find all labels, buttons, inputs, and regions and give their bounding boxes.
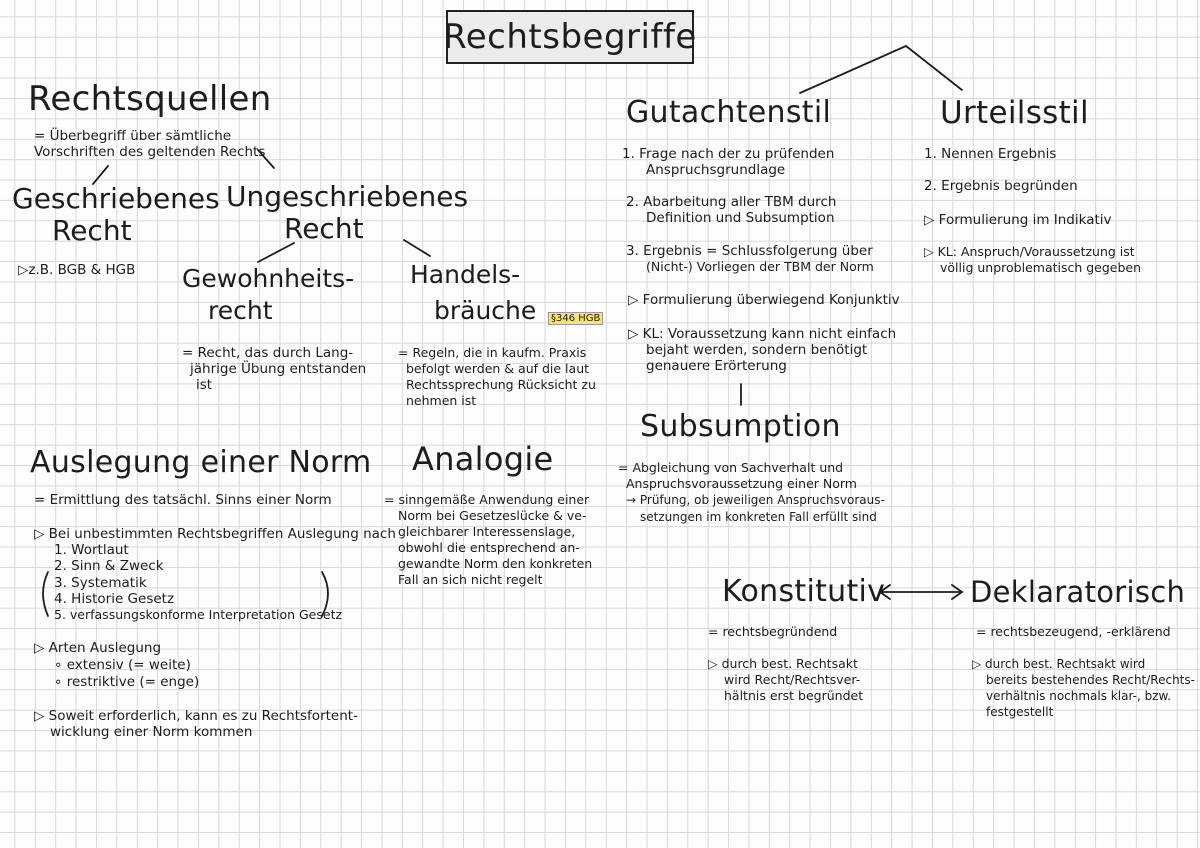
analogie-heading: Analogie — [412, 440, 554, 478]
urteilsstil-item-3: ▷ Formulierung im Indikativ — [924, 212, 1112, 228]
deklaratorisch-line-1: ▷ durch best. Rechtsakt wird — [972, 657, 1146, 671]
auslegung-def: = Ermittlung des tatsächl. Sinns einer Norm — [34, 492, 332, 508]
bracket-left — [43, 572, 48, 616]
konstitutiv-line-2: wird Recht/Rechtsver- — [724, 672, 861, 687]
auslegung-heading: Auslegung einer Norm — [30, 445, 372, 480]
handelsbraeuche-def-line-3: Rechtssprechung Rücksicht zu — [406, 377, 596, 392]
page-title: Rechtsbegriffe — [446, 10, 694, 64]
gutachtenstil-item-5-line-1: ▷ KL: Voraussetzung kann nicht einfach — [628, 326, 897, 342]
analogie-line-3: gleichbarer Interessenslage, — [398, 524, 576, 539]
connector-gutachtenstil — [800, 46, 906, 93]
gutachtenstil-item-2-line-1: 2. Abarbeitung aller TBM durch — [626, 194, 837, 210]
gewohnheitsrecht-def-line-1: = Recht, das durch Lang- — [182, 345, 354, 361]
subsumption-line-1: = Abgleichung von Sachverhalt und — [618, 460, 844, 475]
deklaratorisch-heading: Deklaratorisch — [970, 575, 1186, 609]
urteilsstil-item-4-line-2: völlig unproblematisch gegeben — [940, 260, 1142, 275]
urteilsstil-item-2: 2. Ergebnis begründen — [924, 178, 1078, 194]
deklaratorisch-line-3: verhältnis nochmals klar-, bzw. — [986, 689, 1172, 703]
konstitutiv-def: = rechtsbegründend — [708, 624, 838, 639]
gutachtenstil-item-3-line-2: (Nicht-) Vorliegen der TBM der Norm — [646, 259, 874, 274]
connector-handelsbraeuche — [404, 240, 430, 256]
auslegung-intro: ▷ Bei unbestimmten Rechtsbegriffen Auslegung nach — [34, 526, 396, 542]
auslegung-arten-item-2: ∘ restriktive (= enge) — [54, 674, 200, 690]
gutachtenstil-heading: Gutachtenstil — [626, 95, 832, 130]
analogie-line-2: Norm bei Gesetzeslücke & ve- — [398, 508, 587, 523]
handelsbraeuche-def-line-2: befolgt werden & auf die laut — [406, 361, 590, 376]
gewohnheitsrecht-def-line-3: ist — [196, 377, 213, 393]
geschriebenes-example: ▷z.B. BGB & HGB — [18, 262, 136, 278]
subsumption-line-3: → Prüfung, ob jeweiligen Anspruchsvoraus- — [626, 493, 885, 507]
gutachtenstil-item-2-line-2: Definition und Subsumption — [646, 210, 835, 226]
gewohnheitsrecht-heading-line-2: recht — [208, 296, 273, 325]
geschriebenes-heading-line-1: Geschriebenes — [12, 182, 220, 215]
handelsbraeuche-def-line-4: nehmen ist — [406, 393, 477, 408]
auslegung-arten: ▷ Arten Auslegung — [34, 640, 162, 656]
urteilsstil-heading: Urteilsstil — [940, 95, 1089, 131]
rechtsquellen-def-line-1: = Überbegriff über sämtliche — [34, 128, 232, 144]
ungeschriebenes-heading-line-2: Recht — [284, 212, 364, 245]
auslegung-item-1: 1. Wortlaut — [54, 542, 129, 558]
urteilsstil-item-4-line-1: ▷ KL: Anspruch/Voraussetzung ist — [924, 244, 1135, 259]
konstitutiv-heading: Konstitutiv — [722, 574, 886, 609]
auslegung-soweit-line-1: ▷ Soweit erforderlich, kann es zu Rechtsfortent- — [34, 708, 358, 724]
auslegung-soweit-line-2: wicklung einer Norm kommen — [50, 724, 253, 740]
gewohnheitsrecht-heading-line-1: Gewohnheits- — [182, 264, 355, 293]
auslegung-item-5: 5. verfassungskonforme Interpretation Gesetz — [54, 607, 343, 622]
analogie-line-4: obwohl die entsprechend an- — [398, 540, 580, 555]
rechtsquellen-def-line-2: Vorschriften des geltenden Rechts — [34, 144, 266, 160]
geschriebenes-heading-line-2: Recht — [52, 214, 132, 247]
subsumption-line-4: setzungen im konkreten Fall erfüllt sind — [640, 510, 877, 524]
gutachtenstil-item-1-line-2: Anspruchsgrundlage — [646, 162, 786, 178]
gutachtenstil-item-3-line-1: 3. Ergebnis = Schlussfolgerung über — [626, 243, 873, 259]
gutachtenstil-item-5-line-2: bejaht werden, sondern benötigt — [646, 342, 868, 358]
hgb-reference-badge: §346 HGB — [548, 312, 603, 325]
analogie-line-1: = sinngemäße Anwendung einer — [384, 492, 590, 507]
handelsbraeuche-heading-line-2: bräuche — [434, 296, 537, 325]
gutachtenstil-item-4: ▷ Formulierung überwiegend Konjunktiv — [628, 292, 900, 308]
rechtsquellen-heading: Rechtsquellen — [28, 79, 272, 119]
auslegung-arten-item-1: ∘ extensiv (= weite) — [54, 657, 191, 673]
deklaratorisch-def: = rechtsbezeugend, -erklärend — [976, 624, 1171, 639]
handelsbraeuche-def-line-1: = Regeln, die in kaufm. Praxis — [398, 345, 587, 360]
analogie-line-6: Fall an sich nicht regelt — [398, 572, 543, 587]
deklaratorisch-line-4: festgestellt — [986, 705, 1054, 719]
ungeschriebenes-heading-line-1: Ungeschriebenes — [226, 180, 469, 213]
handelsbraeuche-heading-line-1: Handels- — [410, 260, 521, 289]
gutachtenstil-item-5-line-3: genauere Erörterung — [646, 358, 787, 374]
konstitutiv-line-3: hältnis erst begründet — [724, 688, 864, 703]
urteilsstil-item-1: 1. Nennen Ergebnis — [924, 146, 1057, 162]
subsumption-heading: Subsumption — [640, 409, 841, 444]
deklaratorisch-line-2: bereits bestehendes Recht/Rechts- — [986, 673, 1195, 687]
gutachtenstil-item-1-line-1: 1. Frage nach der zu prüfenden — [622, 146, 835, 162]
subsumption-line-2: Anspruchsvoraussetzung einer Norm — [626, 476, 857, 491]
auslegung-item-3: 3. Systematik — [54, 575, 147, 591]
connector-urteilsstil — [906, 46, 962, 90]
gewohnheitsrecht-def-line-2: jährige Übung entstanden — [190, 361, 367, 377]
konstitutiv-line-1: ▷ durch best. Rechtsakt — [708, 656, 858, 671]
auslegung-item-4: 4. Historie Gesetz — [54, 591, 175, 607]
auslegung-item-2: 2. Sinn & Zweck — [54, 558, 164, 574]
analogie-line-5: gewandte Norm den konkreten — [398, 556, 593, 571]
